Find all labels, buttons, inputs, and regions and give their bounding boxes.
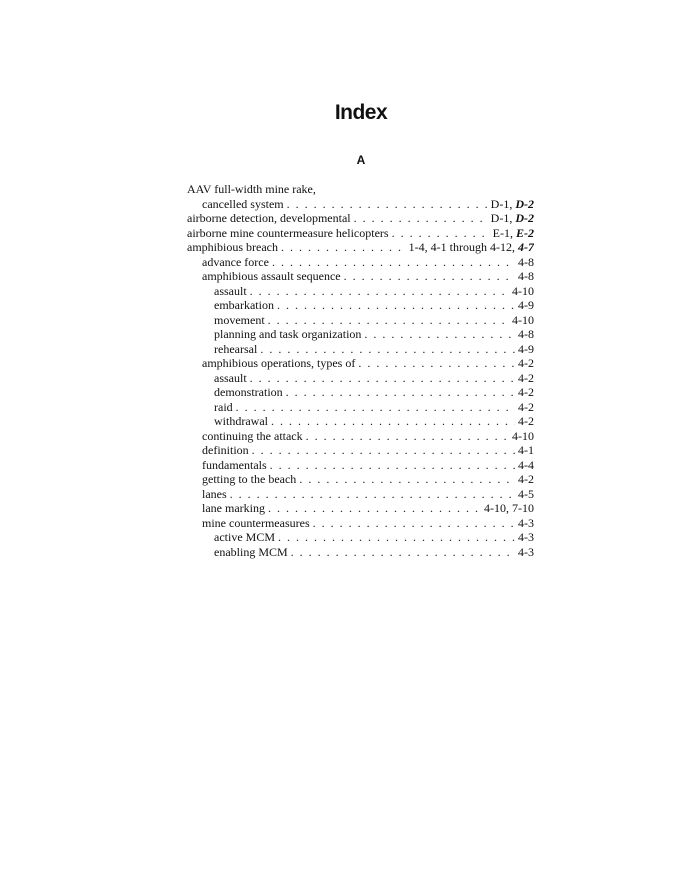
index-entry [187, 211, 534, 226]
dot-leader [250, 371, 515, 386]
page-numbers: 4-2 [518, 414, 534, 428]
page-references [518, 298, 534, 313]
page-numbers: 4-9 [518, 298, 534, 312]
dot-leader [278, 530, 515, 545]
dot-leader [286, 385, 515, 400]
dot-leader [299, 472, 515, 487]
page-numbers: 4-8 [518, 254, 534, 269]
index-term: amphibious breach [187, 240, 278, 254]
dot-leader [354, 211, 488, 226]
page-references [518, 443, 534, 458]
primary-page-number: D-2 [515, 196, 534, 211]
index-entry [187, 414, 534, 429]
index-entry [187, 443, 534, 458]
dot-leader [281, 240, 406, 255]
page-references [518, 342, 534, 357]
primary-page-number: 4-7 [518, 240, 534, 254]
dot-leader [250, 284, 509, 299]
page-numbers: 4-1 [518, 443, 534, 457]
primary-page-number: D-2 [515, 211, 534, 225]
page-references [518, 255, 534, 270]
page-references [518, 530, 534, 545]
index-entry [187, 327, 534, 342]
index-entry [187, 342, 534, 357]
index-term: enabling MCM [214, 544, 288, 559]
index-term: definition [202, 443, 249, 457]
dot-leader [270, 458, 515, 473]
index-term: continuing the attack [202, 428, 303, 443]
page-numbers: 4-10 [512, 428, 534, 443]
index-term: withdrawal [214, 414, 268, 428]
dot-leader [272, 255, 515, 270]
page-references [518, 545, 534, 560]
index-term: rehearsal [214, 341, 258, 356]
index-entry [187, 226, 534, 241]
page-numbers: 4-8 [518, 269, 534, 283]
index-entry [187, 472, 534, 487]
index-term: advance force [202, 254, 269, 269]
index-term: embarkation [214, 298, 274, 312]
index-entry [187, 385, 534, 400]
dot-leader [364, 327, 515, 342]
index-entry [187, 458, 534, 473]
index-term: amphibious assault sequence [202, 269, 341, 283]
page-references [491, 197, 534, 212]
index-term: mine countermeasures [202, 515, 310, 530]
index-term: assault [214, 370, 247, 385]
page-references [518, 487, 534, 502]
index-entry [187, 269, 534, 284]
dot-leader [268, 501, 481, 516]
page-references [518, 356, 534, 371]
index-entry [187, 298, 534, 313]
page-numbers: 4-3 [518, 530, 534, 544]
index-term: lanes [202, 486, 227, 501]
page-numbers: D-1, [490, 211, 516, 225]
index-term: movement [214, 312, 265, 327]
page-numbers: 1-4, 4-1 through 4-12, [408, 240, 518, 254]
index-term: planning and task organization [214, 327, 362, 341]
page-numbers: 4-4 [518, 457, 534, 472]
index-entry [187, 487, 534, 502]
index-term: assault [214, 283, 247, 298]
page-references [484, 501, 534, 516]
page-numbers: 4-3 [518, 515, 534, 530]
page-numbers: 4-9 [518, 341, 534, 356]
page-numbers: 4-10 [512, 312, 534, 327]
dot-leader [271, 414, 515, 429]
index-entry [187, 240, 534, 255]
index-entry [187, 255, 534, 270]
dot-leader [344, 269, 515, 284]
page-references [518, 371, 534, 386]
page-references [518, 414, 534, 429]
page-references [518, 327, 534, 342]
dot-leader [287, 197, 488, 212]
page-references [518, 269, 534, 284]
page-numbers: E-1, [492, 225, 516, 240]
page-numbers: D-1, [490, 196, 516, 211]
dot-leader [277, 298, 515, 313]
dot-leader [306, 429, 509, 444]
index-entry [187, 545, 534, 560]
page-references [512, 429, 534, 444]
page-references [518, 458, 534, 473]
page-references [512, 313, 534, 328]
index-term: demonstration [214, 385, 283, 399]
index-entry [187, 197, 534, 212]
page-title: Index [334, 101, 388, 124]
page-numbers: 4-10 [512, 283, 534, 298]
page-references [518, 385, 534, 400]
index-term: lane marking [202, 501, 265, 515]
index-entry [187, 356, 534, 371]
page-references [518, 472, 534, 487]
index-term: amphibious operations, types of [202, 356, 356, 370]
dot-leader [252, 443, 515, 458]
page-references [493, 226, 534, 241]
index-entry [187, 371, 534, 386]
index-term: airborne mine countermeasure helicopters [187, 225, 389, 240]
index-entry [187, 429, 534, 444]
section-letter: A [356, 153, 366, 167]
index-list [187, 182, 534, 559]
index-entry [187, 313, 534, 328]
index-term: cancelled system [202, 196, 284, 211]
index-term: airborne detection, developmental [187, 211, 351, 225]
page-numbers: 4-2 [518, 385, 534, 399]
page-references [518, 516, 534, 531]
page-references [512, 284, 534, 299]
page-numbers: 4-8 [518, 327, 534, 341]
dot-leader [358, 356, 515, 371]
index-entry [187, 400, 534, 415]
index-term: AAV full-width mine rake, [187, 182, 316, 196]
page-references [409, 240, 534, 255]
dot-leader [260, 342, 515, 357]
index-entry [187, 284, 534, 299]
page-numbers: 4-2 [518, 399, 534, 414]
dot-leader [230, 487, 515, 502]
index-entry [187, 501, 534, 516]
dot-leader [291, 545, 515, 560]
page-numbers: 4-3 [518, 544, 534, 559]
index-term: active MCM [214, 530, 275, 544]
index-entry [187, 530, 534, 545]
index-term: fundamentals [202, 457, 267, 472]
primary-page-number: E-2 [516, 225, 534, 240]
page-numbers: 4-2 [518, 370, 534, 385]
index-term: getting to the beach [202, 472, 297, 486]
index-entry [187, 182, 534, 197]
index-entry [187, 516, 534, 531]
page-references [518, 400, 534, 415]
page-numbers: 4-10, 7-10 [484, 501, 534, 515]
dot-leader [236, 400, 515, 415]
dot-leader [392, 226, 490, 241]
dot-leader [313, 516, 515, 531]
index-term: raid [214, 399, 233, 414]
page-references [491, 211, 534, 226]
dot-leader [268, 313, 509, 328]
page-numbers: 4-2 [518, 356, 534, 370]
page-numbers: 4-2 [518, 472, 534, 486]
page-numbers: 4-5 [518, 486, 534, 501]
